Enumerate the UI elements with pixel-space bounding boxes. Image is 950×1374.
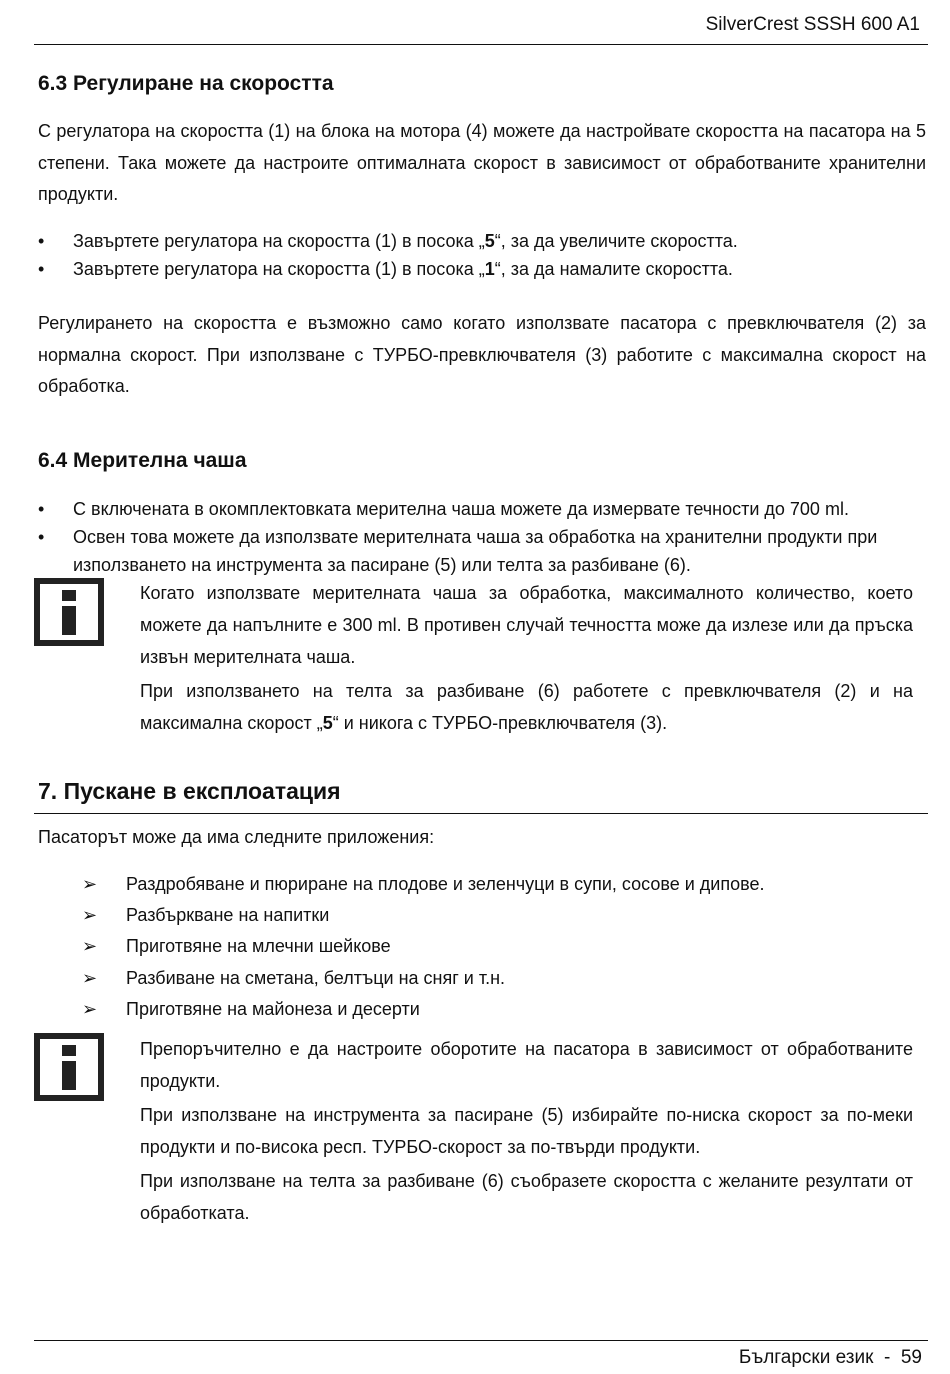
section-7-rule xyxy=(34,813,928,814)
info-note-7 xyxy=(140,1033,913,1231)
list-item: • Завъртете регулатора на скоростта (1) в посока „5“, за да увеличите скоростта. xyxy=(38,227,926,255)
bullet-icon: • xyxy=(38,259,45,279)
section-6-4-heading: 6.4 Мерителна чаша xyxy=(38,449,247,472)
arrow-bullet-icon: ➢ xyxy=(82,968,98,988)
arrow-bullet-icon: ➢ xyxy=(82,999,98,1019)
list-item: • Завъртете регулатора на скоростта (1) в посока „1“, за да намалите скоростта. xyxy=(38,255,926,283)
arrow-bullet-icon: ➢ xyxy=(82,874,98,894)
info-icon xyxy=(34,578,104,646)
info-paragraph: При използване на телта за разбиване (6) съобразете скоростта с желаните резултати от обработката. xyxy=(140,1171,913,1223)
info-paragraph: Препоръчително е да настроите оборотите на пасатора в зависимост от обработваните продукти. xyxy=(140,1039,913,1091)
list-item: ➢ Разбиване на сметана, белтъци на сняг и т.н. xyxy=(82,964,505,992)
page-footer: Български език - 59 xyxy=(738,1347,922,1368)
info-icon xyxy=(34,1033,104,1101)
arrow-bullet-icon: ➢ xyxy=(82,905,98,925)
info-note-6-4 xyxy=(140,577,913,741)
list-item: • С включената в окомплектовката мерителна чаша можете да измервате течности до 700 ml. xyxy=(38,495,926,523)
info-paragraph: При използване на инструмента за пасиране (5) избирайте по-ниска скорост за по-меки продукти и по-висока респ. ТУРБО-скорост за по-твърди продукти. xyxy=(140,1105,913,1157)
arrow-bullet-icon: ➢ xyxy=(82,936,98,956)
list-item: ➢ Раздробяване и пюриране на плодове и зеленчуци в супи, сосове и дипове. xyxy=(82,870,764,898)
document-header-title: SilverCrest SSSH 600 A1 xyxy=(705,14,920,35)
footer-rule xyxy=(34,1340,928,1341)
bullet-icon: • xyxy=(38,527,45,547)
info-paragraph: При използването на телта за разбиване (6) работете с превключвателя (2) и на максимална скорост „5“ и никога с ТУРБО-превключвателя (3). xyxy=(140,681,913,733)
bullet-icon: • xyxy=(38,231,45,251)
list-item: ➢ Разбъркване на напитки xyxy=(82,901,329,929)
section-6-3-heading: 6.3 Регулиране на скоростта xyxy=(38,72,334,95)
section-6-3-intro: С регулатора на скоростта (1) на блока на мотора (4) можете да настройвате скоростта на пасатора на 5 степени. Така можете да настроите оптималната скорост в зависимост от обработваните хранителни продукти. xyxy=(38,121,926,204)
header-rule xyxy=(34,44,928,45)
section-7-heading: 7. Пускане в експлоатация xyxy=(38,778,341,804)
list-item: ➢ Приготвяне на майонеза и десерти xyxy=(82,995,420,1023)
section-7-intro: Пасаторът може да има следните приложения: xyxy=(38,827,435,847)
bullet-icon: • xyxy=(38,499,45,519)
section-6-3-note: Регулирането на скоростта е възможно само когато използвате пасатора с превключвателя (2) за нормална скорост. При използване с ТУРБО-превключвателя (3) работите с максимална скорост на обработка. xyxy=(38,313,926,396)
list-item: ➢ Приготвяне на млечни шейкове xyxy=(82,932,391,960)
list-item: • Освен това можете да използвате мерителната чаша за обработка на хранителни продукти при използването на инструмента за пасиране (5) или телта за разбиване (6). xyxy=(38,523,926,579)
info-paragraph: Когато използвате мерителната чаша за обработка, максималното количество, което можете да напълните е 300 ml. В противен случай течността може да излезе или да пръска извън мерителната чаша. xyxy=(140,583,913,667)
